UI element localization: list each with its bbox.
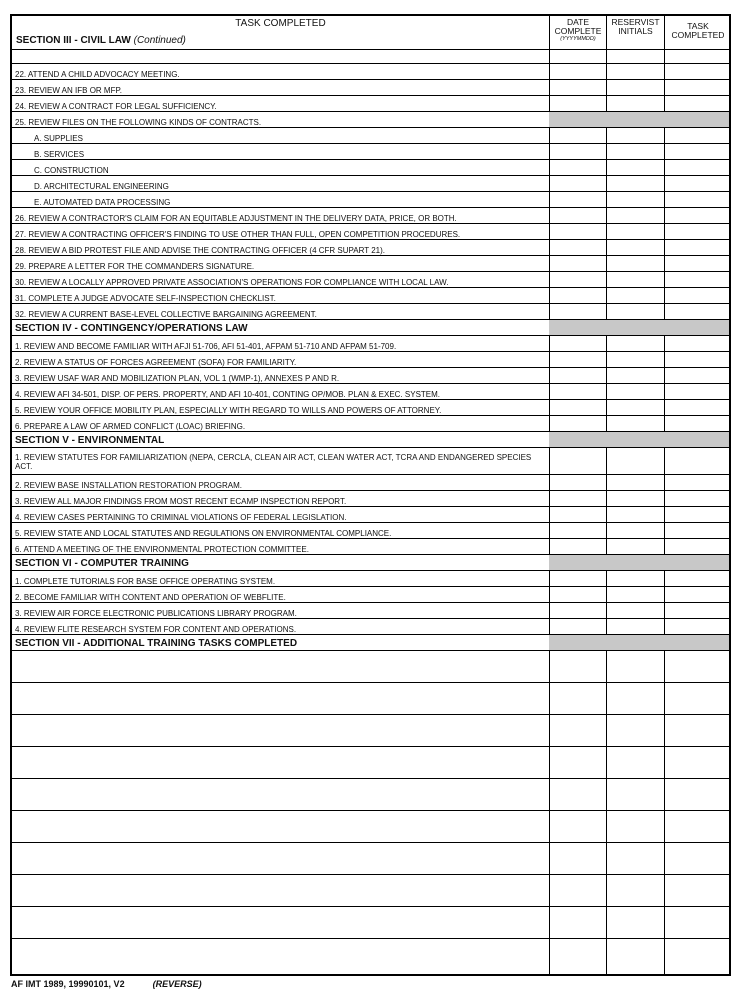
task-completed-header: TASK COMPLETED <box>235 18 326 29</box>
reverse-label: (REVERSE) <box>152 979 202 989</box>
task-row <box>12 191 729 208</box>
form-id: AF IMT 1989, 19990101, V2 <box>11 979 125 989</box>
section-header-row <box>12 634 729 651</box>
shaded-cells <box>549 320 729 336</box>
task-text <box>15 50 547 64</box>
task-text: 26. REVIEW A CONTRACTOR'S CLAIM FOR AN EQUITABLE ADJUSTMENT IN THE DELIVERY DATA, PRICE, OR BOTH. <box>15 214 457 223</box>
task-row <box>12 399 729 416</box>
blank-entry-row <box>12 938 729 971</box>
task-text: A. SUPPLIES <box>34 134 83 143</box>
task-row <box>12 522 729 539</box>
form-table <box>10 14 731 976</box>
reservist-initials-header: RESERVIST INITIALS <box>611 17 660 36</box>
section-title: SECTION VII - ADDITIONAL TRAINING TASKS COMPLETED <box>15 637 298 649</box>
task-text: 5. REVIEW STATE AND LOCAL STATUTES AND REGULATIONS ON ENVIRONMENTAL COMPLIANCE. <box>15 529 392 538</box>
shaded-cells <box>549 635 729 651</box>
task-row <box>12 415 729 432</box>
task-text: 2. BECOME FAMILIAR WITH CONTENT AND OPERATION OF WEBFLITE. <box>15 593 286 602</box>
task-text: 3. REVIEW AIR FORCE ELECTRONIC PUBLICATIONS LIBRARY PROGRAM. <box>15 609 297 618</box>
section-header-row <box>12 554 729 571</box>
task-text: 29. PREPARE A LETTER FOR THE COMMANDERS SIGNATURE. <box>15 262 255 271</box>
task-row <box>12 474 729 491</box>
blank-entry-row <box>12 746 729 779</box>
task-text: 4. REVIEW FLITE RESEARCH SYSTEM FOR CONTENT AND OPERATIONS. <box>15 625 297 634</box>
task-row <box>12 618 729 635</box>
task-text <box>15 875 547 907</box>
section-header-row <box>12 431 729 448</box>
blank-entry-row <box>12 874 729 907</box>
task-text: 25. REVIEW FILES ON THE FOLLOWING KINDS OF CONTRACTS. <box>15 118 262 127</box>
task-row <box>12 255 729 272</box>
continued-label: (Continued) <box>133 35 186 46</box>
task-text <box>15 715 547 747</box>
task-row <box>12 490 729 507</box>
date-format-hint: (YYYYMMDD) <box>560 36 596 42</box>
task-row <box>12 79 729 96</box>
blank-entry-row <box>12 906 729 939</box>
task-text <box>15 939 547 971</box>
task-row <box>12 271 729 288</box>
date-complete-header <box>550 18 606 43</box>
task-text: 6. PREPARE A LAW OF ARMED CONFLICT (LOAC) BRIEFING. <box>15 422 246 431</box>
task-row <box>12 335 729 352</box>
task-text: 3. REVIEW USAF WAR AND MOBILIZATION PLAN, VOL 1 (WMP-1), ANNEXES P AND R. <box>15 374 340 383</box>
task-row <box>12 570 729 587</box>
task-text: E. AUTOMATED DATA PROCESSING <box>34 198 171 207</box>
task-row <box>12 506 729 523</box>
task-text: 1. COMPLETE TUTORIALS FOR BASE OFFICE OPERATING SYSTEM. <box>15 577 276 586</box>
task-row <box>12 223 729 240</box>
blank-entry-row <box>12 650 729 683</box>
task-row <box>12 586 729 603</box>
task-text <box>15 683 547 715</box>
task-row <box>12 143 729 160</box>
task-text: 31. COMPLETE A JUDGE ADVOCATE SELF-INSPECTION CHECKLIST. <box>15 294 276 303</box>
task-row <box>12 351 729 368</box>
task-text: 3. REVIEW ALL MAJOR FINDINGS FROM MOST RECENT ECAMP INSPECTION REPORT. <box>15 497 347 506</box>
task-row <box>12 207 729 224</box>
blank-entry-row <box>12 842 729 875</box>
task-text: 1. REVIEW AND BECOME FAMILIAR WITH AFJI 51-706, AFI 51-401, AFPAM 51-710 AND AFPAM 51-709. <box>15 342 397 351</box>
task-text: 2. REVIEW BASE INSTALLATION RESTORATION PROGRAM. <box>15 481 243 490</box>
task-text: D. ARCHITECTURAL ENGINEERING <box>34 182 169 191</box>
task-row <box>12 127 729 144</box>
section-iii-label: SECTION III - CIVIL LAW <box>16 35 131 46</box>
task-text <box>15 843 547 875</box>
section-iii-title <box>16 35 186 46</box>
task-row <box>12 175 729 192</box>
task-row <box>12 63 729 80</box>
task-text: 28. REVIEW A BID PROTEST FILE AND ADVISE THE CONTRACTING OFFICER (4 CFR SUPART 21). <box>15 246 386 255</box>
blank-entry-row <box>12 810 729 843</box>
task-text: 4. REVIEW CASES PERTAINING TO CRIMINAL VIOLATIONS OF FEDERAL LEGISLATION. <box>15 513 347 522</box>
task-row <box>12 447 729 475</box>
task-text: 23. REVIEW AN IFB OR MFP. <box>15 86 122 95</box>
shaded-cells <box>549 432 729 448</box>
section-title: SECTION IV - CONTINGENCY/OPERATIONS LAW <box>15 322 248 334</box>
shaded-cells <box>549 555 729 571</box>
task-text <box>15 651 547 683</box>
form-footer <box>11 979 202 989</box>
task-text <box>15 907 547 939</box>
task-row <box>12 287 729 304</box>
blank-entry-row <box>12 714 729 747</box>
task-text: 22. ATTEND A CHILD ADVOCACY MEETING. <box>15 70 180 79</box>
blank-entry-row <box>12 49 729 64</box>
task-text: 1. REVIEW STATUTES FOR FAMILIARIZATION (NEPA, CERCLA, CLEAN AIR ACT, CLEAN WATER ACT, TCRA AND ENDANGERED SPECIES ACT. <box>15 452 532 471</box>
task-text: 30. REVIEW A LOCALLY APPROVED PRIVATE ASSOCIATION'S OPERATIONS FOR COMPLIANCE WITH LOCAL LAW. <box>15 278 449 287</box>
task-text: 24. REVIEW A CONTRACT FOR LEGAL SUFFICIENCY. <box>15 102 217 111</box>
task-text: C. CONSTRUCTION <box>34 166 109 175</box>
task-row <box>12 239 729 256</box>
blank-entry-row <box>12 778 729 811</box>
shaded-cells <box>549 112 729 128</box>
task-text: 27. REVIEW A CONTRACTING OFFICER'S FINDING TO USE OTHER THAN FULL, OPEN COMPETITION PROCEDURES. <box>15 230 461 239</box>
task-text: B. SERVICES <box>34 150 85 159</box>
task-row <box>12 602 729 619</box>
section-title: SECTION V - ENVIRONMENTAL <box>15 434 165 446</box>
task-text: 5. REVIEW YOUR OFFICE MOBILITY PLAN, ESPECIALLY WITH REGARD TO WILLS AND POWERS OF ATTORNEY. <box>15 406 442 415</box>
blank-entry-row <box>12 682 729 715</box>
task-row <box>12 538 729 555</box>
task-row <box>12 303 729 320</box>
task-row <box>12 111 729 128</box>
task-completed-col-header: TASK COMPLETED <box>671 21 725 40</box>
task-text <box>15 779 547 811</box>
task-text <box>15 747 547 779</box>
task-text <box>15 811 547 843</box>
task-row <box>12 367 729 384</box>
task-text: 6. ATTEND A MEETING OF THE ENVIRONMENTAL PROTECTION COMMITTEE. <box>15 545 309 554</box>
task-text: 2. REVIEW A STATUS OF FORCES AGREEMENT (SOFA) FOR FAMILIARITY. <box>15 358 297 367</box>
section-title: SECTION VI - COMPUTER TRAINING <box>15 557 189 569</box>
task-row <box>12 159 729 176</box>
date-complete-label: DATE COMPLETE <box>554 17 602 36</box>
task-row <box>12 95 729 112</box>
task-text: 4. REVIEW AFI 34-501, DISP. OF PERS. PROPERTY, AND AFI 10-401, CONTING OP/MOB. PLAN & EXEC. SYSTEM. <box>15 390 441 399</box>
task-text: 32. REVIEW A CURRENT BASE-LEVEL COLLECTIVE BARGAINING AGREEMENT. <box>15 310 317 319</box>
section-header-row <box>12 319 729 336</box>
task-row <box>12 383 729 400</box>
